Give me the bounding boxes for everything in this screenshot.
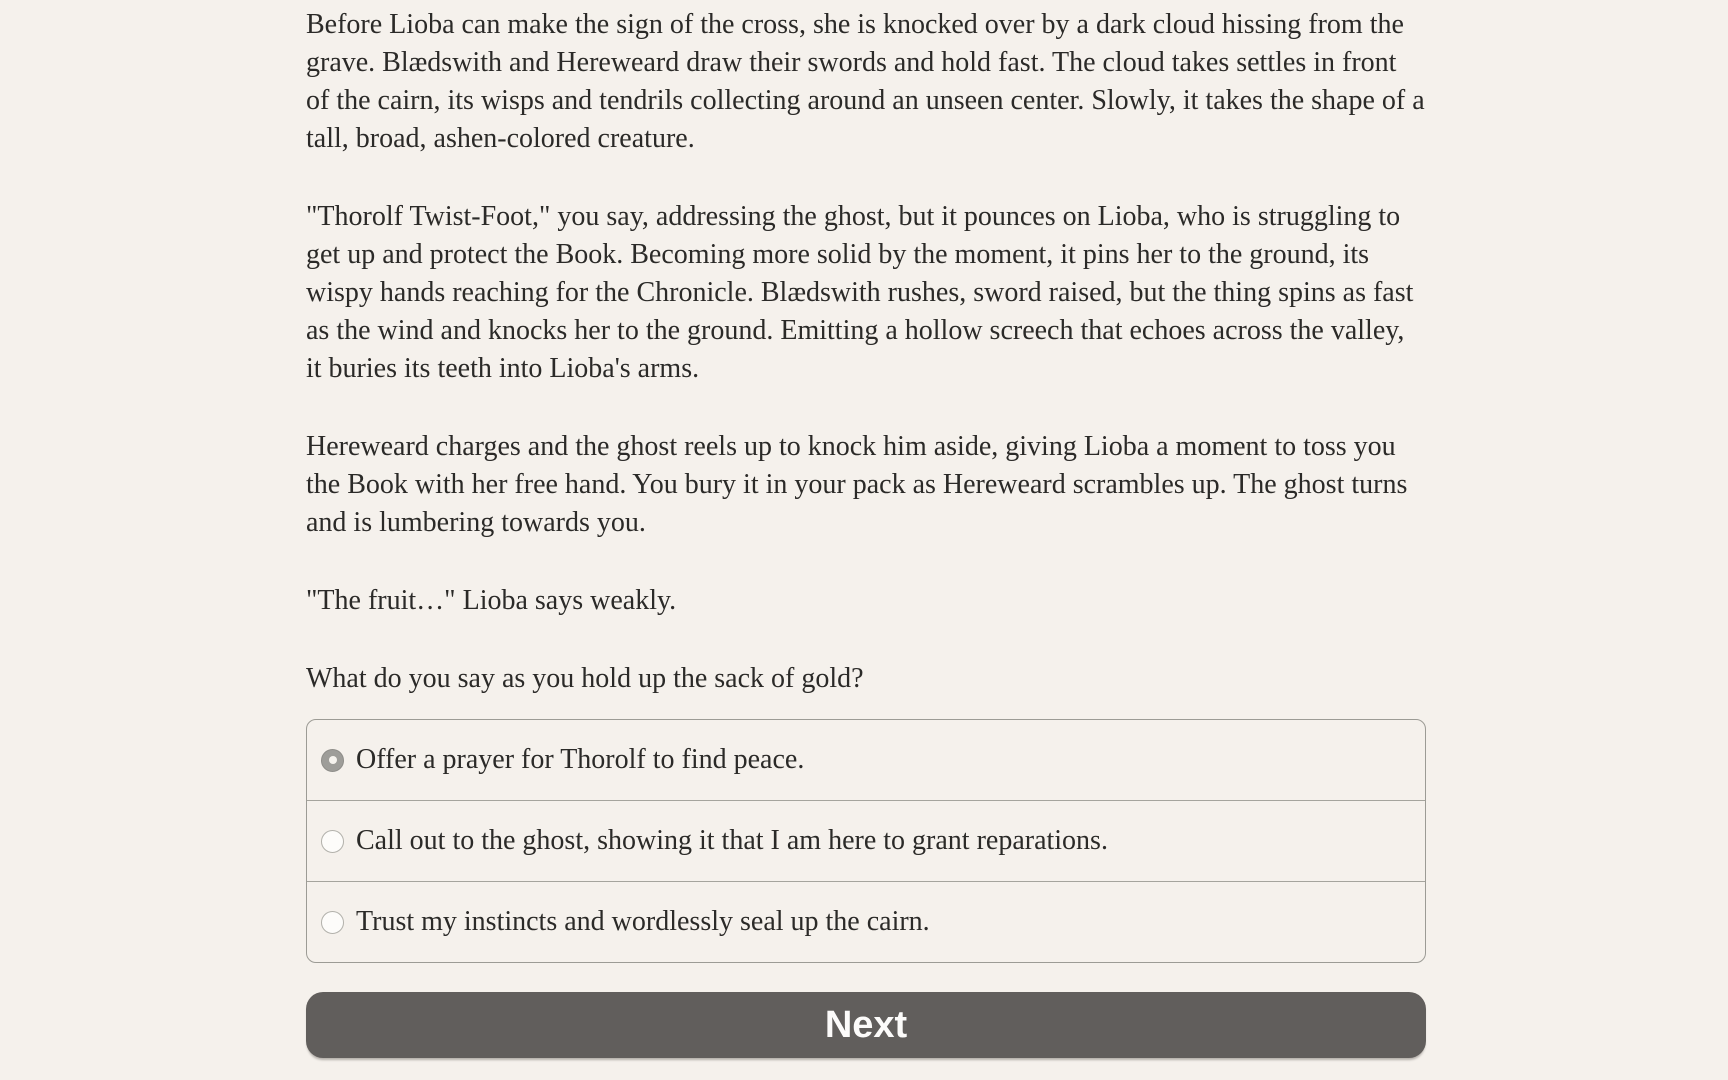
choice-option-label: Call out to the ghost, showing it that I am here to grant reparations. [356,825,1108,856]
story-paragraph: Before Lioba can make the sign of the cross, she is knocked over by a dark cloud hissing from the grave. Blædswith and Hereweard draw their swords and hold fast. The cloud takes settles in front of the cairn, its wisps and tendrils collecting around an unseen center. Slowly, it takes the shape of a tall, broad, ashen-colored creature. [306,9,1425,154]
radio-button[interactable] [321,749,344,772]
radio-button[interactable] [321,830,344,853]
story-paragraph: "Thorolf Twist-Foot," you say, addressing the ghost, but it pounces on Lioba, who is struggling to get up and protect the Book. Becoming more solid by the moment, it pins her to the ground, its wispy hands reaching for the Chronicle. Blædswith rushes, sword raised, but the thing spins as fast as the wind and knocks her to the ground. Emitting a hollow screech that echoes across the valley, it buries its teeth into Lioba's arms. [306,201,1414,384]
next-button[interactable]: Next [306,992,1426,1058]
story-text [306,6,1426,738]
choice-question: What do you say as you hold up the sack of gold? [306,663,864,694]
story-paragraph: Hereweard charges and the ghost reels up to knock him aside, giving Lioba a moment to toss you the Book with her free hand. You bury it in your pack as Hereweard scrambles up. The ghost turns and is lumbering towards you. [306,431,1408,538]
choice-option[interactable] [307,800,1425,881]
choice-option[interactable] [307,720,1425,800]
choice-option[interactable] [307,881,1425,962]
choice-option-label: Offer a prayer for Thorolf to find peace. [356,744,805,775]
radio-button[interactable] [321,911,344,934]
choice-list [306,719,1426,963]
story-paragraph: "The fruit…" Lioba says weakly. [306,585,677,616]
choice-option-label: Trust my instincts and wordlessly seal up the cairn. [356,906,930,937]
